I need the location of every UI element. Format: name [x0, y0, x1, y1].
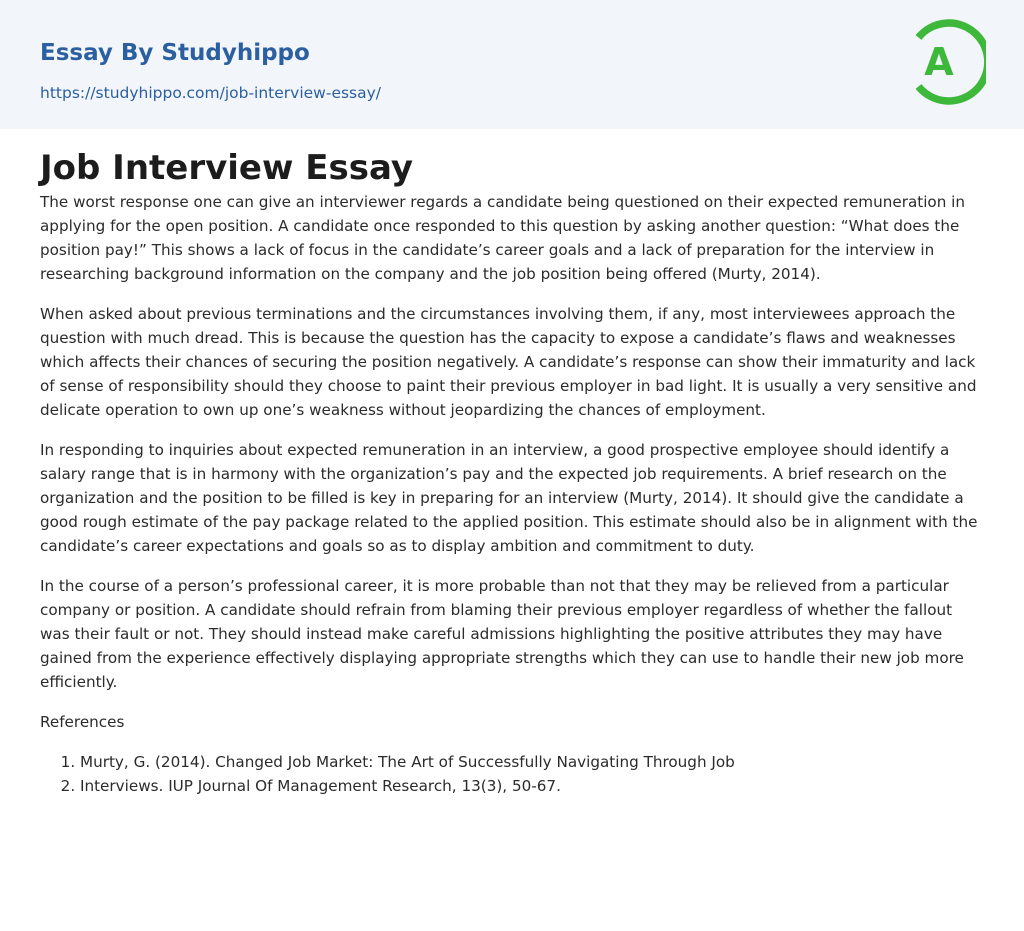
- essay-paragraph: The worst response one can give an interviewer regards a candidate being questioned on their expected remuneration in applying for the open position. A candidate once responded to this question by asking another question: “What does the position pay!” This shows a lack of focus in the candidate’s career goals and a lack of preparation for the interview in researching background information on the company and the job position being offered (Murty, 2014).: [40, 193, 966, 283]
- reference-item: 1. Murty, G. (2014). Changed Job Market: The Art of Successfully Navigating Through Job: [80, 750, 984, 774]
- logo-letter: A: [924, 40, 954, 84]
- essay-paragraph: When asked about previous terminations and the circumstances involving them, if any, most interviewees approach the question with much dread. This is because the question has the capacity to expose a candidate’s flaws and weaknesses which affects their chances of securing the position negatively. A candidate’s response can show their immaturity and lack of sense of responsibility should they choose to paint their previous employer in bad light. It is usually a very sensitive and delicate operation to own up one’s weakness without jeopardizing the chances of employment.: [40, 305, 977, 419]
- reference-item: 2. Interviews. IUP Journal Of Management Research, 13(3), 50-67.: [80, 774, 984, 798]
- essay-title: Job Interview Essay: [40, 148, 414, 188]
- references-list: [40, 750, 984, 798]
- source-url-link[interactable]: https://studyhippo.com/job-interview-essay/: [40, 84, 382, 102]
- essay-paragraph: In the course of a person’s professional career, it is more probable than not that they may be relieved from a particular company or position. A candidate should refrain from blaming their previous employer regardless of whether the fallout was their fault or not. They should instead make careful admissions highlighting the positive attributes they may have gained from the experience effectively displaying appropriate strengths which they can use to handle their new job more efficiently.: [40, 577, 964, 691]
- essay-paragraph: In responding to inquiries about expected remuneration in an interview, a good prospective employee should identify a salary range that is in harmony with the organization’s pay and the expected job requirements. A brief research on the organization and the position to be filled is key in preparing for an interview (Murty, 2014). It should give the candidate a good rough estimate of the pay package related to the applied position. This estimate should also be in alignment with the candidate’s career expectations and goals so as to display ambition and commitment to duty.: [40, 441, 978, 555]
- essay-content: [0, 129, 1024, 798]
- studyhippo-logo-icon[interactable]: [912, 19, 986, 105]
- references-heading: References: [40, 713, 125, 731]
- site-header: [0, 0, 1024, 129]
- brand-title: Essay By Studyhippo: [40, 40, 310, 66]
